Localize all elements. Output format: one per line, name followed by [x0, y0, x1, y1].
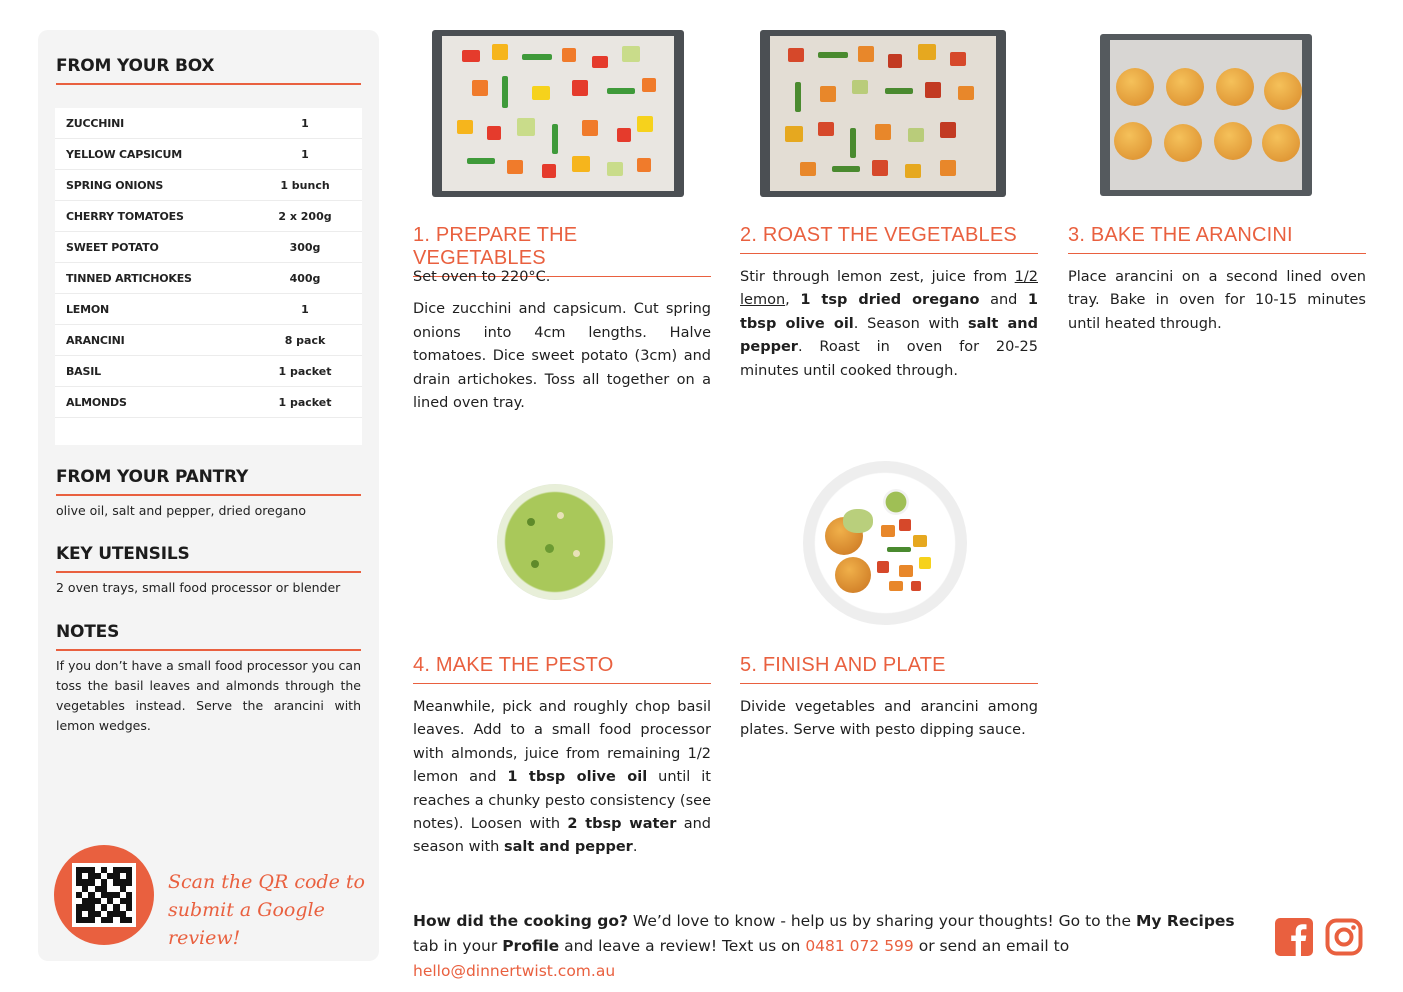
ingredients-table: [55, 108, 362, 445]
ingredient-qty: 1 bunch: [280, 178, 330, 192]
step-3-paragraph: Place arancini on a second lined oven tray. Bake in oven for 10-15 minutes until heated through.: [1068, 269, 1366, 332]
facebook-icon[interactable]: [1275, 918, 1313, 956]
step-5-body: [740, 696, 1038, 752]
utensils-text: 2 oven trays, small food processor or blender: [56, 580, 341, 595]
baking-paper: [1110, 40, 1302, 190]
step-2-title: 2. ROAST THE VEGETABLES: [740, 224, 1038, 254]
ingredient-qty: 2 x 200g: [278, 209, 332, 223]
ingredient-name: LEMON: [66, 302, 110, 316]
notes-text: If you don’t have a small food processor you can toss the basil leaves and almonds through the vegetables instead. Serve the arancini with lemon wedges.: [56, 658, 361, 733]
footer-question: How did the cooking go?: [413, 912, 628, 930]
ingredient-name: SWEET POTATO: [66, 240, 159, 254]
ingredient-qty: 400g: [289, 271, 321, 285]
step-1-title: 1. PREPARE THE VEGETABLES: [413, 224, 711, 277]
instagram-icon[interactable]: [1325, 918, 1363, 956]
table-row: [55, 232, 362, 263]
feedback-footer: How did the cooking go? We’d love to know - help us by sharing your thoughts! Go to the My Recipes tab in your Profile and leave a review! Text us on 0481 072 599 or send an email to hello@dinnertwist.com.au: [413, 912, 1235, 980]
ingredient-name: YELLOW CAPSICUM: [66, 147, 183, 161]
ingredient-qty: 1: [301, 302, 309, 316]
table-row: [55, 325, 362, 356]
ingredient-qty: 1 packet: [278, 364, 332, 378]
photo-prepare-vegetables: [432, 30, 684, 197]
table-row: [55, 387, 362, 418]
qr-caption-line: Scan the QR code to: [168, 871, 365, 893]
phone-link[interactable]: 0481 072 599: [805, 937, 914, 955]
step-2-body: [740, 266, 1038, 392]
ingredient-qty: 300g: [289, 240, 321, 254]
ingredient-qty: 1: [301, 116, 309, 130]
qr-caption-line: submit a Google review!: [168, 899, 325, 949]
table-row: [55, 170, 362, 201]
step-1-body: [413, 266, 711, 424]
step-4-body: [413, 696, 711, 869]
from-your-pantry-title: FROM YOUR PANTRY: [56, 467, 361, 496]
photo-make-pesto: [497, 484, 613, 600]
step-3-body: [1068, 266, 1366, 345]
step-3-title: 3. BAKE THE ARANCINI: [1068, 224, 1366, 254]
notes-title: NOTES: [56, 622, 361, 651]
ingredient-name: ALMONDS: [66, 395, 127, 409]
table-row: [55, 108, 362, 139]
ingredient-qty: 8 pack: [284, 333, 326, 347]
step-4-title: 4. MAKE THE PESTO: [413, 654, 711, 684]
ingredient-name: CHERRY TOMATOES: [66, 209, 184, 223]
ingredient-name: SPRING ONIONS: [66, 178, 164, 192]
step-2-paragraph: Stir through lemon zest, juice from 1/2 lemon, 1 tsp dried oregano and 1 tbsp olive oil. Season with salt and pepper. Roast in oven for 20-25 minutes until cooked through.: [740, 269, 1039, 379]
pantry-text: olive oil, salt and pepper, dried oregano: [56, 503, 306, 518]
step-1-paragraph: Dice zucchini and capsicum. Cut spring onions into 4cm lengths. Halve tomatoes. Dice sweet potato (3cm) and drain artichokes. Toss all together on a lined oven tray.: [413, 301, 711, 412]
sidebar: [38, 30, 379, 961]
photo-roast-vegetables: [760, 30, 1006, 197]
photo-finish-and-plate: [803, 461, 967, 625]
ingredient-name: TINNED ARTICHOKES: [66, 271, 192, 285]
qr-code-badge[interactable]: [54, 845, 154, 945]
ingredient-qty: 1 packet: [278, 395, 332, 409]
ingredient-name: ARANCINI: [66, 333, 125, 347]
qr-caption: [168, 868, 368, 952]
table-row: [55, 263, 362, 294]
from-your-box-title: FROM YOUR BOX: [56, 56, 361, 85]
ingredient-name: BASIL: [66, 364, 101, 378]
table-row: [55, 356, 362, 387]
qr-code-icon[interactable]: [72, 863, 136, 927]
table-row: [55, 139, 362, 170]
photo-bake-arancini: [1100, 34, 1312, 196]
table-row: [55, 294, 362, 325]
ingredient-name: ZUCCHINI: [66, 116, 125, 130]
key-utensils-title: KEY UTENSILS: [56, 544, 361, 573]
ingredient-qty: 1: [301, 147, 309, 161]
step-5-title: 5. FINISH AND PLATE: [740, 654, 1038, 684]
step-1-paragraph: Set oven to 220°C.: [413, 269, 551, 285]
email-link[interactable]: hello@dinnertwist.com.au: [413, 962, 616, 980]
table-row: [55, 201, 362, 232]
step-4-paragraph: Meanwhile, pick and roughly chop basil leaves. Add to a small food processor with almonds, juice from remaining 1/2 lemon and 1 tbsp olive oil until it reaches a chunky pesto consistency (see notes). Loosen with 2 tbsp water and season with salt and pepper.: [413, 699, 711, 856]
step-5-paragraph: Divide vegetables and arancini among plates. Serve with pesto dipping sauce.: [740, 699, 1038, 739]
